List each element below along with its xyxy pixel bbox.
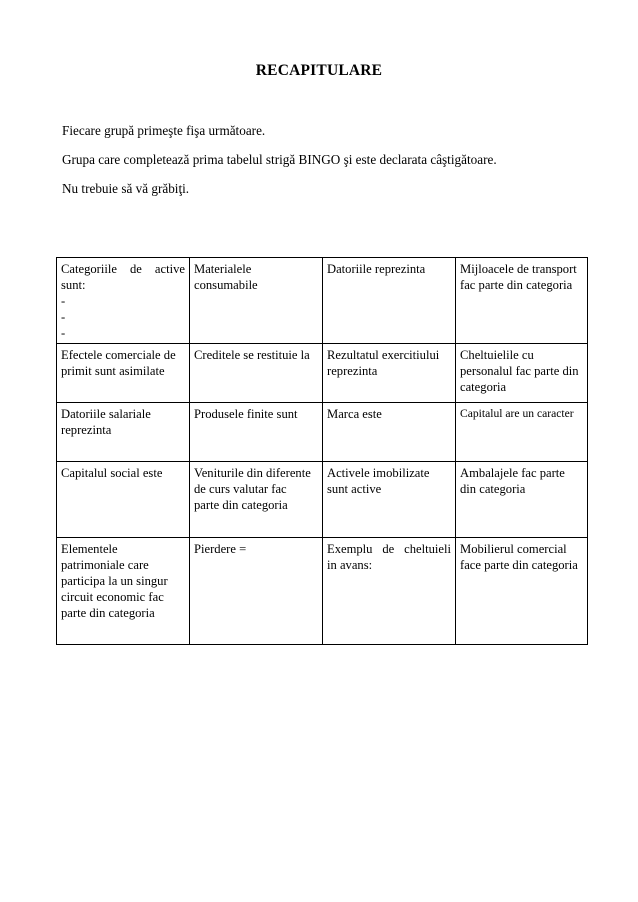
instruction-line-3: Nu trebuie să vă grăbiţi.	[62, 181, 190, 196]
table-cell	[57, 538, 190, 645]
cell-line: Datoriile salariale	[61, 407, 151, 421]
cell-line: Rezultatul exercitiului	[327, 348, 440, 362]
cell-line: Materialele	[194, 262, 252, 276]
cell-line: patrimoniale care	[61, 558, 149, 572]
cell-line: Efectele comerciale de	[61, 348, 176, 362]
cell-line: in avans:	[327, 558, 373, 572]
cell-line: Mobilierul comercial	[460, 542, 567, 556]
cell-line: Produsele finite sunt	[194, 407, 298, 421]
table-cell	[190, 538, 323, 645]
cell-line: Categoriile de active	[61, 262, 185, 276]
cell-line: primit sunt asimilate	[61, 364, 165, 378]
cell-line: sunt active	[327, 482, 382, 496]
cell-line: Exemplu de cheltuieli	[327, 542, 451, 556]
table-cell	[57, 344, 190, 403]
cell-line: -	[61, 326, 66, 340]
cell-line: categoria	[460, 380, 507, 394]
cell-line: din categoria	[460, 482, 526, 496]
cell-line: Pierdere =	[194, 542, 247, 556]
cell-line: participa la un singur	[61, 574, 168, 588]
cell-line: Veniturile din diferente	[194, 466, 311, 480]
table-cell	[456, 462, 588, 538]
cell-line: parte din categoria	[194, 498, 288, 512]
table-cell	[190, 403, 323, 462]
table-cell	[456, 403, 588, 462]
cell-line: consumabile	[194, 278, 258, 292]
bingo-table	[56, 257, 588, 645]
table-cell	[456, 344, 588, 403]
cell-line: sunt:	[61, 278, 86, 292]
table-cell	[323, 344, 456, 403]
cell-line: de curs valutar fac	[194, 482, 287, 496]
table-cell	[323, 462, 456, 538]
table-cell	[323, 538, 456, 645]
table-cell	[57, 403, 190, 462]
instruction-line-2: Grupa care completează prima tabelul strigă BINGO şi este declarata câştigătoare.	[62, 152, 497, 167]
table-row	[57, 538, 588, 645]
cell-line: reprezinta	[327, 364, 378, 378]
cell-line: Mijloacele de transport	[460, 262, 577, 276]
page-title: RECAPITULARE	[255, 62, 383, 79]
cell-line: reprezinta	[61, 423, 112, 437]
cell-line: Cheltuielile cu	[460, 348, 534, 362]
table-cell	[190, 258, 323, 344]
table-row	[57, 258, 588, 344]
cell-line: Datoriile reprezinta	[327, 262, 426, 276]
cell-line: Creditele se restituie la	[194, 348, 310, 362]
cell-line: Elementele	[61, 542, 118, 556]
cell-line: face parte din categoria	[460, 558, 578, 572]
cell-line: Capitalul are un caracter	[460, 407, 574, 420]
instruction-line-1: Fiecare grupă primeşte fişa următoare.	[62, 123, 266, 138]
table-cell	[323, 258, 456, 344]
table-cell	[456, 258, 588, 344]
table-cell	[57, 258, 190, 344]
cell-line: Capitalul social este	[61, 466, 163, 480]
cell-line: -	[61, 310, 66, 324]
table-row	[57, 462, 588, 538]
cell-line: personalul fac parte din	[460, 364, 579, 378]
cell-line: fac parte din categoria	[460, 278, 573, 292]
table-cell	[190, 462, 323, 538]
table-cell	[190, 344, 323, 403]
table-cell	[323, 403, 456, 462]
cell-line: -	[61, 294, 66, 308]
cell-line: Activele imobilizate	[327, 466, 430, 480]
cell-line: parte din categoria	[61, 606, 155, 620]
table-cell	[456, 538, 588, 645]
cell-line: Marca este	[327, 407, 382, 421]
table-row	[57, 344, 588, 403]
table-cell	[57, 462, 190, 538]
cell-line: Ambalajele fac parte	[460, 466, 565, 480]
table-row	[57, 403, 588, 462]
cell-line: circuit economic fac	[61, 590, 164, 604]
